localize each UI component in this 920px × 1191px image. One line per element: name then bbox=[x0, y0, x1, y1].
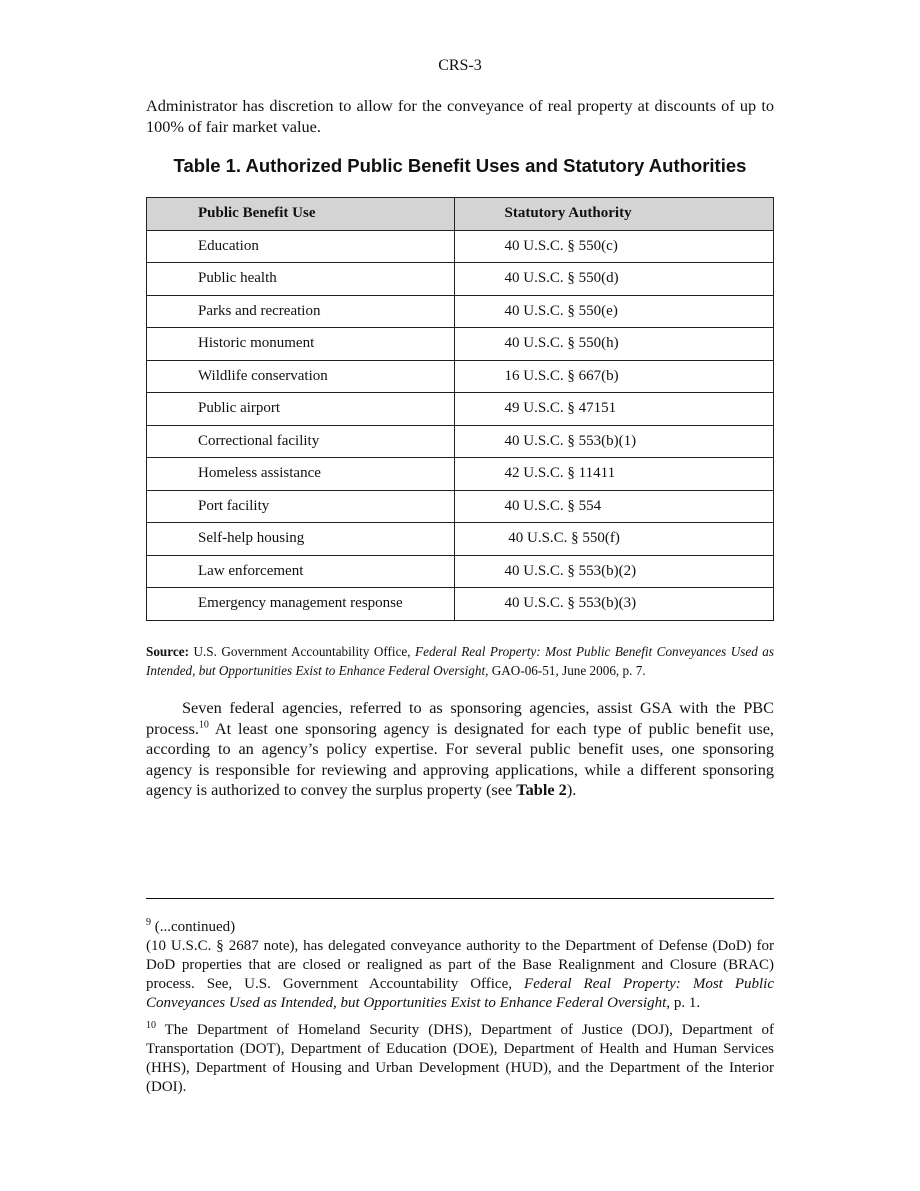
benefit-use-cell: Education bbox=[147, 230, 455, 263]
benefit-use-cell: Parks and recreation bbox=[147, 295, 455, 328]
benefit-use-cell: Law enforcement bbox=[147, 555, 455, 588]
intro-paragraph: Administrator has discretion to allow for the conveyance of real property at discounts of up to 100% of fair market value. bbox=[146, 96, 774, 136]
footnote-10 bbox=[146, 1021, 774, 1097]
table-header-row bbox=[147, 198, 774, 231]
body-text-3: ). bbox=[566, 780, 577, 799]
source-org: U.S. Government Accountability Office, bbox=[188, 644, 416, 659]
table-row bbox=[147, 425, 774, 458]
benefit-use-cell: Historic monument bbox=[147, 328, 455, 361]
table-row bbox=[147, 490, 774, 523]
statutory-authority-cell: 40 U.S.C. § 553(b)(1) bbox=[454, 425, 774, 458]
footnote-10-marker: 10 bbox=[146, 1020, 156, 1031]
table-source-note bbox=[146, 642, 774, 680]
body-paragraph bbox=[146, 698, 774, 801]
footnote-9-continued bbox=[146, 918, 774, 937]
table-title: Table 1. Authorized Public Benefit Uses and Statutory Authorities bbox=[173, 155, 747, 176]
benefit-use-cell: Correctional facility bbox=[147, 425, 455, 458]
statutory-authority-cell: 40 U.S.C. § 554 bbox=[454, 490, 774, 523]
benefit-use-cell: Public health bbox=[147, 263, 455, 296]
statutory-authority-cell: 40 U.S.C. § 550(d) bbox=[454, 263, 774, 296]
table-row bbox=[147, 230, 774, 263]
table-row bbox=[147, 393, 774, 426]
table-2-ref: Table 2 bbox=[516, 780, 567, 799]
header-public-benefit-use: Public Benefit Use bbox=[147, 198, 455, 231]
statutory-authority-cell: 16 U.S.C. § 667(b) bbox=[454, 360, 774, 393]
statutory-authority-cell: 40 U.S.C. § 550(f) bbox=[454, 523, 774, 556]
footnote-ref-10: 10 bbox=[198, 719, 209, 731]
header-statutory-authority: Statutory Authority bbox=[454, 198, 774, 231]
table-row bbox=[147, 328, 774, 361]
table-row bbox=[147, 263, 774, 296]
benefit-use-cell: Homeless assistance bbox=[147, 458, 455, 491]
footnotes bbox=[146, 918, 774, 1097]
statutory-authority-cell: 40 U.S.C. § 550(c) bbox=[454, 230, 774, 263]
statutory-authority-cell: 40 U.S.C. § 553(b)(2) bbox=[454, 555, 774, 588]
footnote-9-continued-label: (...continued) bbox=[151, 919, 236, 935]
footnote-9-title: Federal Real Property: Most Public Conveyances Used as Intended, but Opportunities Exist to Enhance Federal Oversight, bbox=[146, 976, 774, 1011]
footnote-divider bbox=[146, 898, 774, 899]
benefit-use-cell: Public airport bbox=[147, 393, 455, 426]
benefit-use-cell: Wildlife conservation bbox=[147, 360, 455, 393]
table-row bbox=[147, 295, 774, 328]
benefit-use-cell: Emergency management response bbox=[147, 588, 455, 621]
source-label: Source: bbox=[146, 644, 189, 659]
benefit-use-cell: Self-help housing bbox=[147, 523, 455, 556]
statutory-authority-cell: 49 U.S.C. § 47151 bbox=[454, 393, 774, 426]
footnote-9-text-2: p. 1. bbox=[670, 995, 701, 1011]
statutory-authority-cell: 40 U.S.C. § 550(e) bbox=[454, 295, 774, 328]
source-report-title: Federal Real Property: Most Public Benefit Conveyances Used as Intended, but Opportunities Exist to Enhance Federal Oversight bbox=[146, 644, 774, 678]
footnote-10-text: The Department of Homeland Security (DHS), Department of Justice (DOJ), Department of Transportation (DOT), Department of Education (DOE), Department of Health and Human Services (HHS), Department of Housing and Urban Development (HUD), and the Department of the Interior (DOI). bbox=[146, 1022, 774, 1095]
table-row bbox=[147, 458, 774, 491]
statutory-authority-cell: 40 U.S.C. § 553(b)(3) bbox=[454, 588, 774, 621]
footnote-9-text-1: (10 U.S.C. § 2687 note), has delegated conveyance authority to the Department of Defense (DoD) for DoD properties that are closed or realigned as part of the Base Realignment and Closure (BRAC) process. See, U.S. Government Accountability Office, bbox=[146, 938, 774, 992]
table-row bbox=[147, 555, 774, 588]
table-row bbox=[147, 360, 774, 393]
body-text-2: At least one sponsoring agency is designated for each type of public benefit use, according to an agency’s policy expertise. For several public benefit uses, one sponsoring agency is responsible for reviewing and approving applications, while a different sponsoring agency is authorized to convey the surplus property (see bbox=[146, 718, 774, 799]
source-citation: , GAO-06-51, June 2006, p. 7. bbox=[485, 663, 646, 678]
footnote-9 bbox=[146, 937, 774, 1013]
statutory-authority-cell: 40 U.S.C. § 550(h) bbox=[454, 328, 774, 361]
table-row bbox=[147, 588, 774, 621]
statutory-authority-cell: 42 U.S.C. § 11411 bbox=[454, 458, 774, 491]
benefit-uses-table bbox=[146, 197, 774, 621]
table-row bbox=[147, 523, 774, 556]
page-number: CRS-3 bbox=[438, 57, 482, 74]
footnote-9-marker: 9 bbox=[146, 917, 151, 928]
benefit-use-cell: Port facility bbox=[147, 490, 455, 523]
body-text-1: Seven federal agencies, referred to as sponsoring agencies, assist GSA with the PBC process. bbox=[146, 698, 774, 738]
